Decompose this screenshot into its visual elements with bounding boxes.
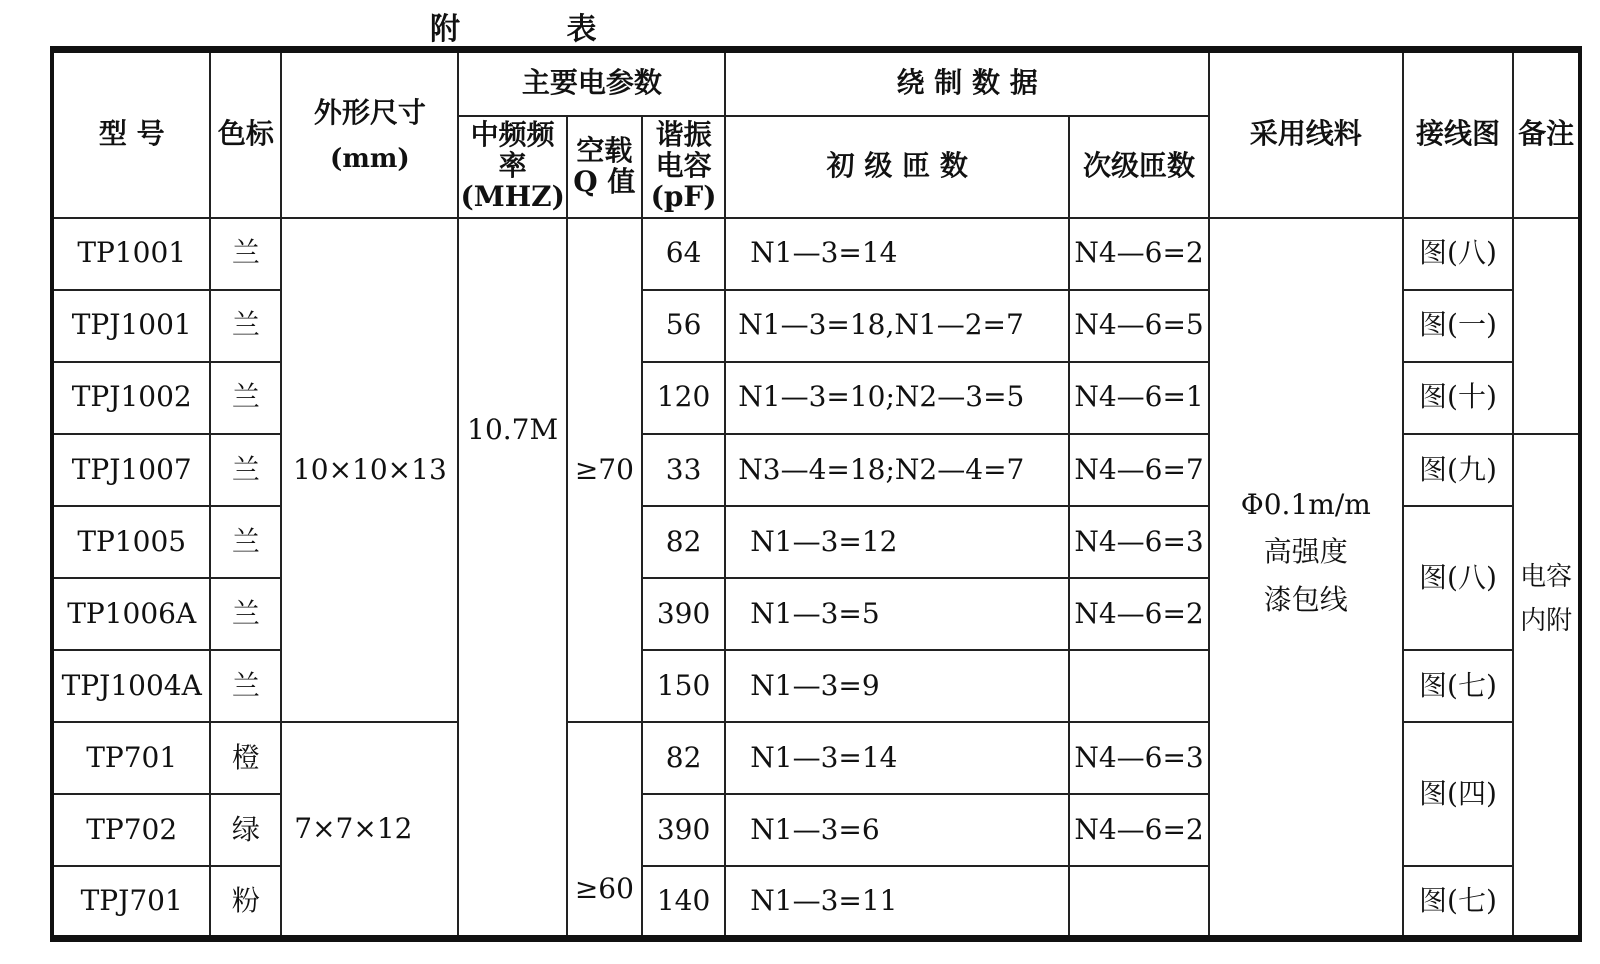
- cell-primary: N1—3=10;N2—3=5: [725, 362, 1069, 434]
- cell-primary: N3—4=18;N2—4=7: [725, 434, 1069, 506]
- cell-color: 兰: [210, 218, 281, 290]
- header-cap: 谐振电容(pF): [642, 116, 725, 218]
- header-wire: 采用线料: [1209, 50, 1403, 218]
- cell-secondary: N4—6=3: [1069, 722, 1209, 794]
- cell-primary: N1—3=12: [725, 506, 1069, 578]
- header-size-unit: (mm): [330, 143, 410, 174]
- cell-color: 兰: [210, 290, 281, 362]
- wire-line: Φ0.1m/m: [1240, 487, 1371, 521]
- header-remark: 备注: [1513, 50, 1580, 218]
- cell-size: 7×7×12: [281, 722, 458, 938]
- cell-model: TP701: [52, 722, 210, 794]
- header-color: 色标: [210, 50, 281, 218]
- cell-color: 兰: [210, 650, 281, 722]
- cell-color: 绿: [210, 794, 281, 866]
- cell-diagram: 图(十): [1403, 362, 1513, 434]
- cell-model: TP702: [52, 794, 210, 866]
- cell-diagram: 图(七): [1403, 866, 1513, 938]
- cell-secondary: N4—6=5: [1069, 290, 1209, 362]
- cell-model: TPJ1007: [52, 434, 210, 506]
- cell-primary: N1—3=6: [725, 794, 1069, 866]
- cell-secondary: N4—6=1: [1069, 362, 1209, 434]
- cell-color: 橙: [210, 722, 281, 794]
- header-q: 空载Q 值: [567, 116, 642, 218]
- cell-secondary: [1069, 650, 1209, 722]
- cell-size: 10×10×13: [281, 218, 458, 723]
- cell-cap: 33: [642, 434, 725, 506]
- cell-model: TPJ1004A: [52, 650, 210, 722]
- cell-primary: N1—3=9: [725, 650, 1069, 722]
- header-diagram: 接线图: [1403, 50, 1513, 218]
- cell-secondary: N4—6=2: [1069, 218, 1209, 290]
- cell-diagram: 图(九): [1403, 434, 1513, 506]
- header-size: [281, 50, 458, 218]
- table-row: [52, 218, 1580, 290]
- cell-primary: N1—3=5: [725, 578, 1069, 650]
- cell-model: TPJ701: [52, 866, 210, 938]
- cell-cap: 56: [642, 290, 725, 362]
- cell-model: TP1001: [52, 218, 210, 290]
- page-title: 附 表: [430, 12, 645, 47]
- cell-secondary: N4—6=7: [1069, 434, 1209, 506]
- cell-secondary: N4—6=2: [1069, 578, 1209, 650]
- cell-model: TPJ1001: [52, 290, 210, 362]
- header-main-params: 主要电参数: [458, 50, 725, 116]
- header-secondary: 次级匝数: [1069, 116, 1209, 218]
- cell-diagram: 图(八): [1403, 218, 1513, 290]
- cell-q: ≥60: [567, 722, 642, 938]
- wire-line: 漆包线: [1263, 582, 1348, 616]
- cell-diagram: 图(七): [1403, 650, 1513, 722]
- cell-diagram: 图(四): [1403, 722, 1513, 866]
- cell-color: 粉: [210, 866, 281, 938]
- cell-diagram: 图(八): [1403, 506, 1513, 650]
- cell-primary: N1—3=14: [725, 218, 1069, 290]
- cell-freq: 10.7M: [458, 218, 566, 939]
- cell-primary: N1—3=11: [725, 866, 1069, 938]
- cell-model: TPJ1002: [52, 362, 210, 434]
- cell-remark: 电容内附: [1513, 434, 1580, 939]
- cell-cap: 120: [642, 362, 725, 434]
- cell-cap: 140: [642, 866, 725, 938]
- cell-diagram: 图(一): [1403, 290, 1513, 362]
- cell-color: 兰: [210, 506, 281, 578]
- cell-cap: 390: [642, 578, 725, 650]
- cell-secondary: [1069, 866, 1209, 938]
- cell-cap: 150: [642, 650, 725, 722]
- cell-model: TP1006A: [52, 578, 210, 650]
- wire-line: 高强度: [1263, 535, 1348, 569]
- cell-cap: 82: [642, 722, 725, 794]
- header-primary: 初 级 匝 数: [725, 116, 1069, 218]
- header-winding: 绕 制 数 据: [725, 50, 1209, 116]
- header-freq: 中频频率(MHZ): [458, 116, 566, 218]
- spec-table: [50, 46, 1582, 942]
- cell-cap: 82: [642, 506, 725, 578]
- cell-cap: 64: [642, 218, 725, 290]
- cell-primary: N1—3=18,N1—2=7: [725, 290, 1069, 362]
- header-model: 型 号: [52, 50, 210, 218]
- cell-color: 兰: [210, 434, 281, 506]
- cell-color: 兰: [210, 578, 281, 650]
- cell-primary: N1—3=14: [725, 722, 1069, 794]
- cell-model: TP1005: [52, 506, 210, 578]
- cell-secondary: N4—6=3: [1069, 506, 1209, 578]
- cell-remark-empty: [1513, 218, 1580, 434]
- cell-secondary: N4—6=2: [1069, 794, 1209, 866]
- cell-cap: 390: [642, 794, 725, 866]
- cell-wire: [1209, 218, 1403, 939]
- header-size-label: 外形尺寸: [313, 95, 426, 129]
- cell-q: ≥70: [567, 218, 642, 723]
- cell-color: 兰: [210, 362, 281, 434]
